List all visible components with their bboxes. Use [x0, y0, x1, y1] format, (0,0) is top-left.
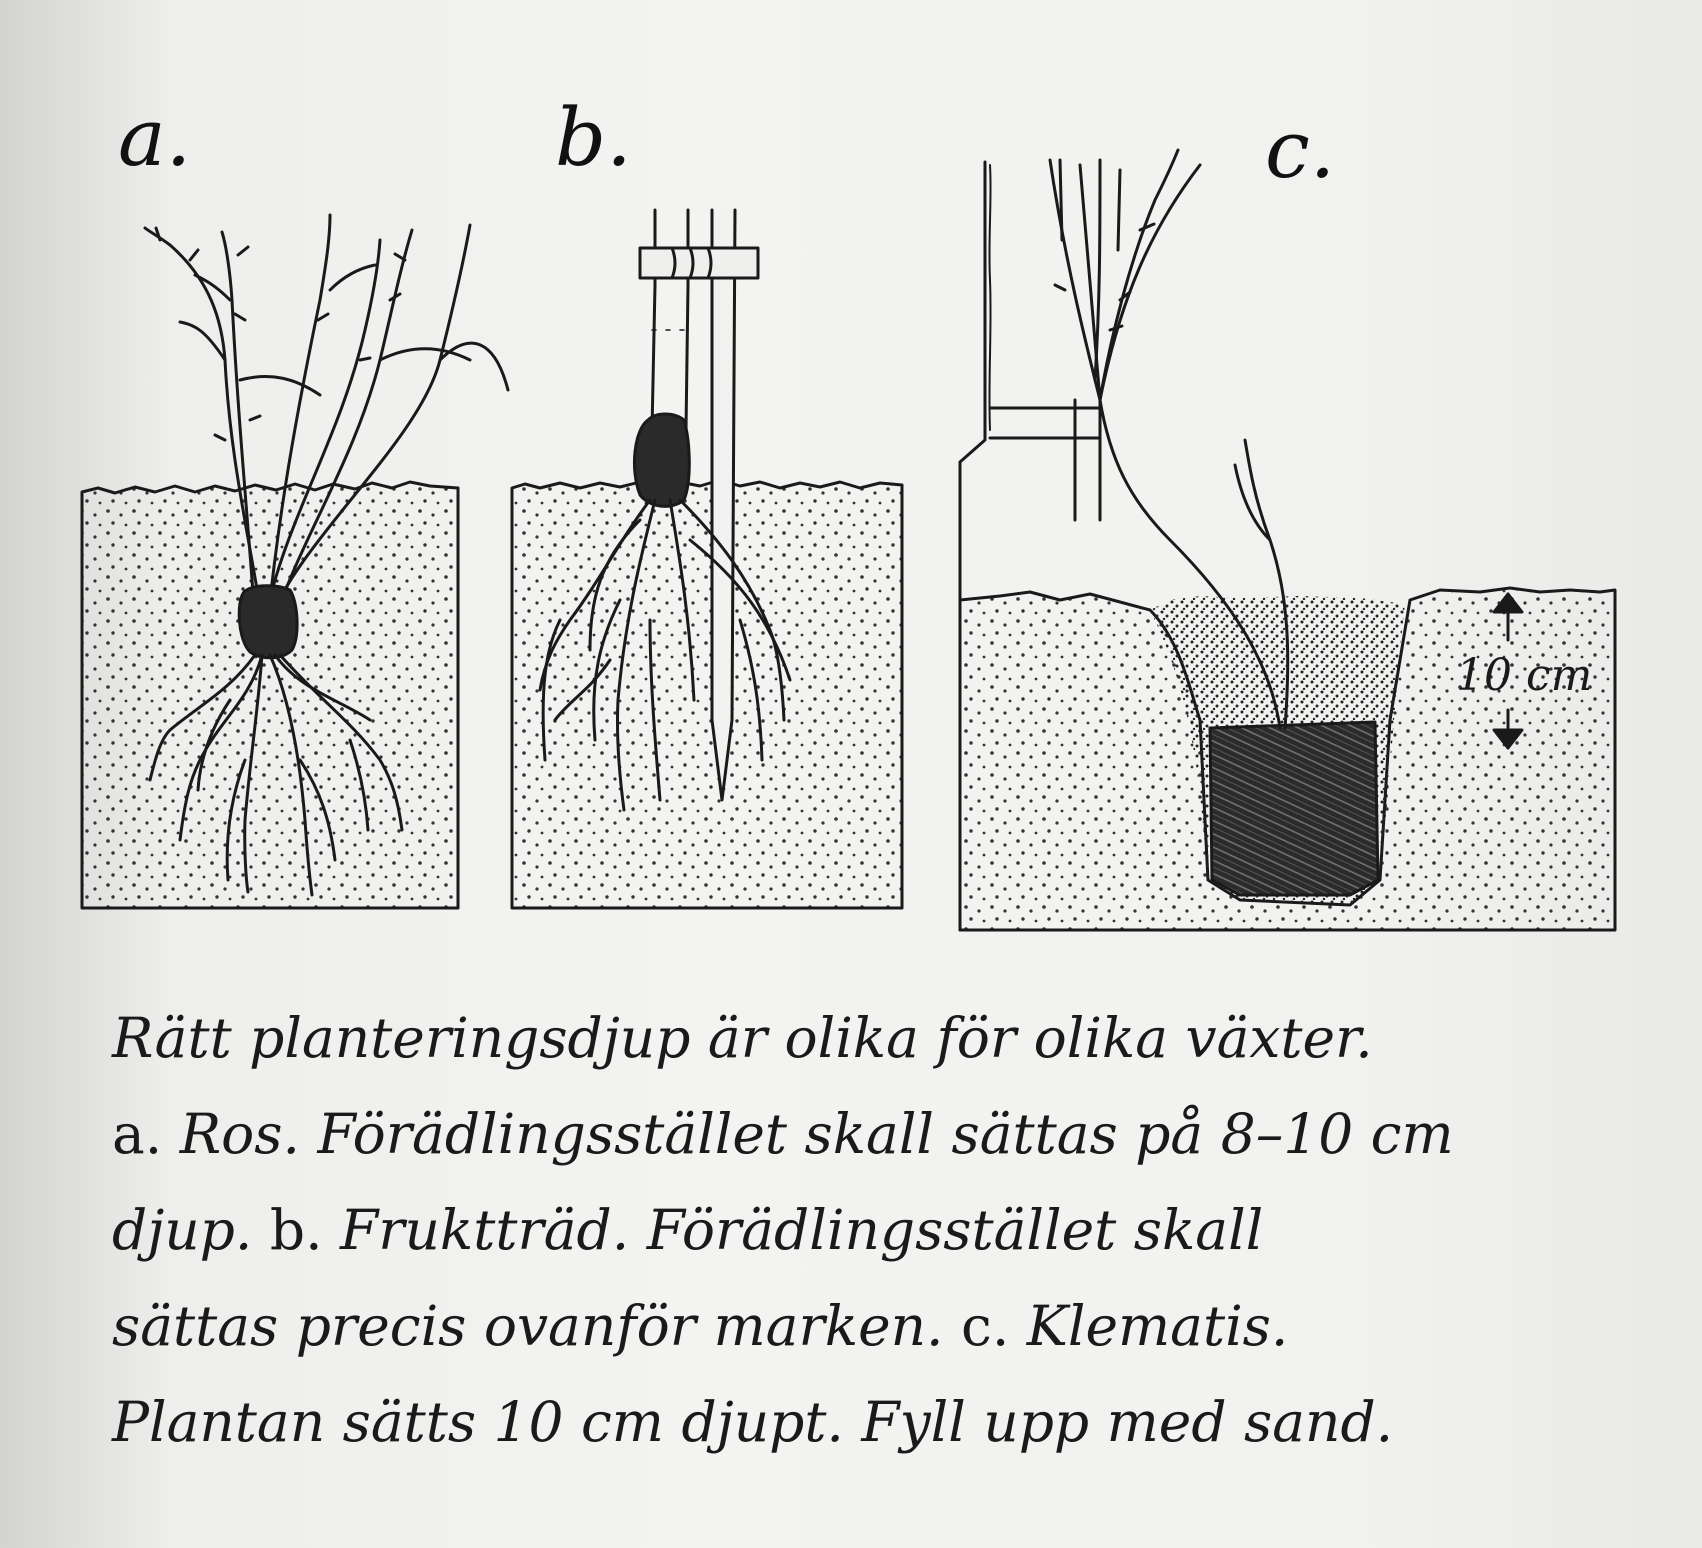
caption-line-1: Rätt planteringsdjup är olika för olika växter. [112, 1006, 1373, 1070]
panel-b-soil [512, 480, 902, 908]
figure-caption [112, 990, 1672, 1470]
caption-line-3 [112, 1182, 1672, 1278]
panel-c-depth-label: 10 cm [1456, 650, 1593, 701]
panel-b-graft-union [634, 414, 689, 506]
panel-c-clematis [960, 150, 1615, 930]
caption-text-b-cont: sättas precis ovanför marken. [112, 1294, 962, 1358]
caption-line-4 [112, 1278, 1672, 1374]
panel-a-soil [82, 482, 458, 908]
panel-b-label: b. [555, 91, 632, 184]
caption-text-a-cont: djup. [112, 1198, 270, 1262]
panel-a-label: a. [118, 91, 192, 184]
caption-text-b: Fruktträd. Förädlingsstället skall [322, 1198, 1264, 1262]
caption-text-a: Ros. Förädlingsstället skall sättas på 8–10 cm [162, 1102, 1454, 1166]
caption-label-b: b. [269, 1198, 323, 1262]
caption-label-c: c. [961, 1294, 1010, 1358]
panel-a-rose [82, 215, 508, 908]
panel-c-root-ball [1210, 722, 1378, 895]
caption-text-c: Klematis. [1009, 1294, 1289, 1358]
caption-label-a: a. [112, 1102, 163, 1166]
panel-c-label: c. [1265, 103, 1336, 196]
caption-line-2 [112, 1086, 1672, 1182]
panel-a-graft-union [239, 586, 297, 658]
caption-line-5: Plantan sätts 10 cm djupt. Fyll upp med sand. [112, 1390, 1394, 1454]
panel-b-tie [640, 248, 758, 278]
panel-b-stake [712, 210, 735, 800]
panel-b-fruit-tree [512, 210, 902, 908]
